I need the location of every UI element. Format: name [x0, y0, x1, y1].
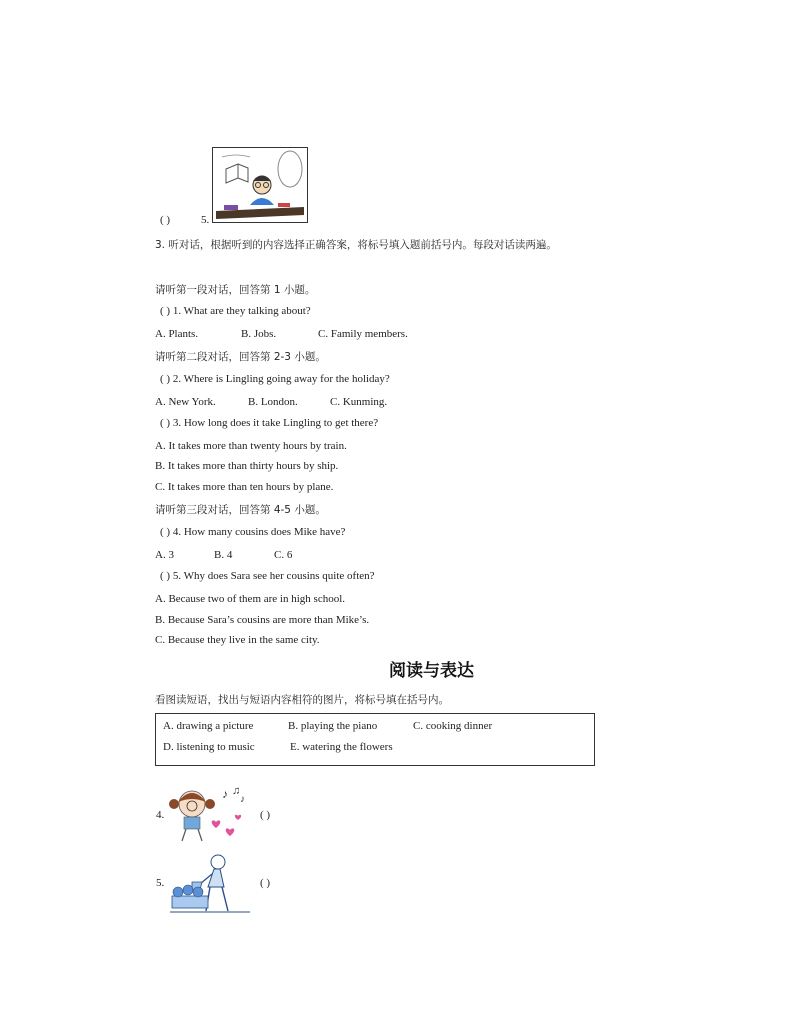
q2-option-a: A. New York.	[155, 396, 216, 408]
question-4: ( ) 4. How many cousins does Mike have?	[160, 526, 346, 538]
phrase-option-d: D. listening to music	[163, 741, 255, 753]
q2-option-b: B. London.	[248, 396, 298, 408]
picture-item-5-number: 5.	[156, 877, 165, 889]
q5-option-b: B. Because Sara’s cousins are more than Mike’s.	[155, 614, 370, 626]
q3-option-a: A. It takes more than twenty hours by train.	[155, 440, 347, 452]
phrase-options-box	[155, 713, 595, 766]
picture-item-5-answer-paren: ( )	[260, 877, 271, 889]
top-item-paren: ( )	[160, 214, 171, 226]
top-item-number: 5.	[201, 214, 210, 226]
question-2: ( ) 2. Where is Lingling going away for the holiday?	[160, 373, 390, 385]
q1-option-b: B. Jobs.	[241, 328, 277, 340]
picture-item-4-number: 4.	[156, 809, 165, 821]
reading-section-title: 阅读与表达	[389, 661, 474, 681]
dialog2-intro: 请听第二段对话，回答第 2-3 小题。	[155, 351, 326, 363]
section3-heading: 3. 听对话，根据听到的内容选择正确答案，将标号填入题前括号内。每段对话读两遍。	[155, 239, 557, 251]
phrase-option-b: B. playing the piano	[288, 720, 378, 732]
q5-option-c: C. Because they live in the same city.	[155, 634, 320, 646]
q4-option-a: A. 3	[155, 549, 174, 561]
question-3: ( ) 3. How long does it take Lingling to get there?	[160, 417, 379, 429]
boy-drawing-image	[212, 147, 308, 223]
dialog3-intro: 请听第三段对话，回答第 4-5 小题。	[155, 504, 326, 516]
phrase-option-a: A. drawing a picture	[163, 720, 254, 732]
dialog1-intro: 请听第一段对话，回答第 1 小题。	[155, 284, 316, 296]
phrase-option-e: E. watering the flowers	[290, 741, 393, 753]
q4-option-b: B. 4	[214, 549, 233, 561]
phrase-option-c: C. cooking dinner	[413, 720, 493, 732]
svg-text:♪: ♪	[222, 787, 228, 801]
q3-option-c: C. It takes more than ten hours by plane.	[155, 481, 334, 493]
picture-item-4-answer-paren: ( )	[260, 809, 271, 821]
question-1: ( ) 1. What are they talking about?	[160, 305, 311, 317]
q4-option-c: C. 6	[274, 549, 293, 561]
q3-option-b: B. It takes more than thirty hours by ship.	[155, 460, 339, 472]
svg-text:♫: ♫	[232, 785, 241, 797]
q5-option-a: A. Because two of them are in high school.	[155, 593, 346, 605]
boy-watering-flowers-image	[166, 852, 254, 916]
svg-text:♪: ♪	[240, 794, 245, 805]
q2-option-c: C. Kunming.	[330, 396, 388, 408]
reading-instruction: 看图读短语，找出与短语内容相符的图片，将标号填在括号内。	[155, 694, 449, 706]
q1-option-c: C. Family members.	[318, 328, 408, 340]
q1-option-a: A. Plants.	[155, 328, 199, 340]
question-5: ( ) 5. Why does Sara see her cousins quite often?	[160, 570, 375, 582]
girl-listening-to-music-image	[166, 784, 254, 844]
